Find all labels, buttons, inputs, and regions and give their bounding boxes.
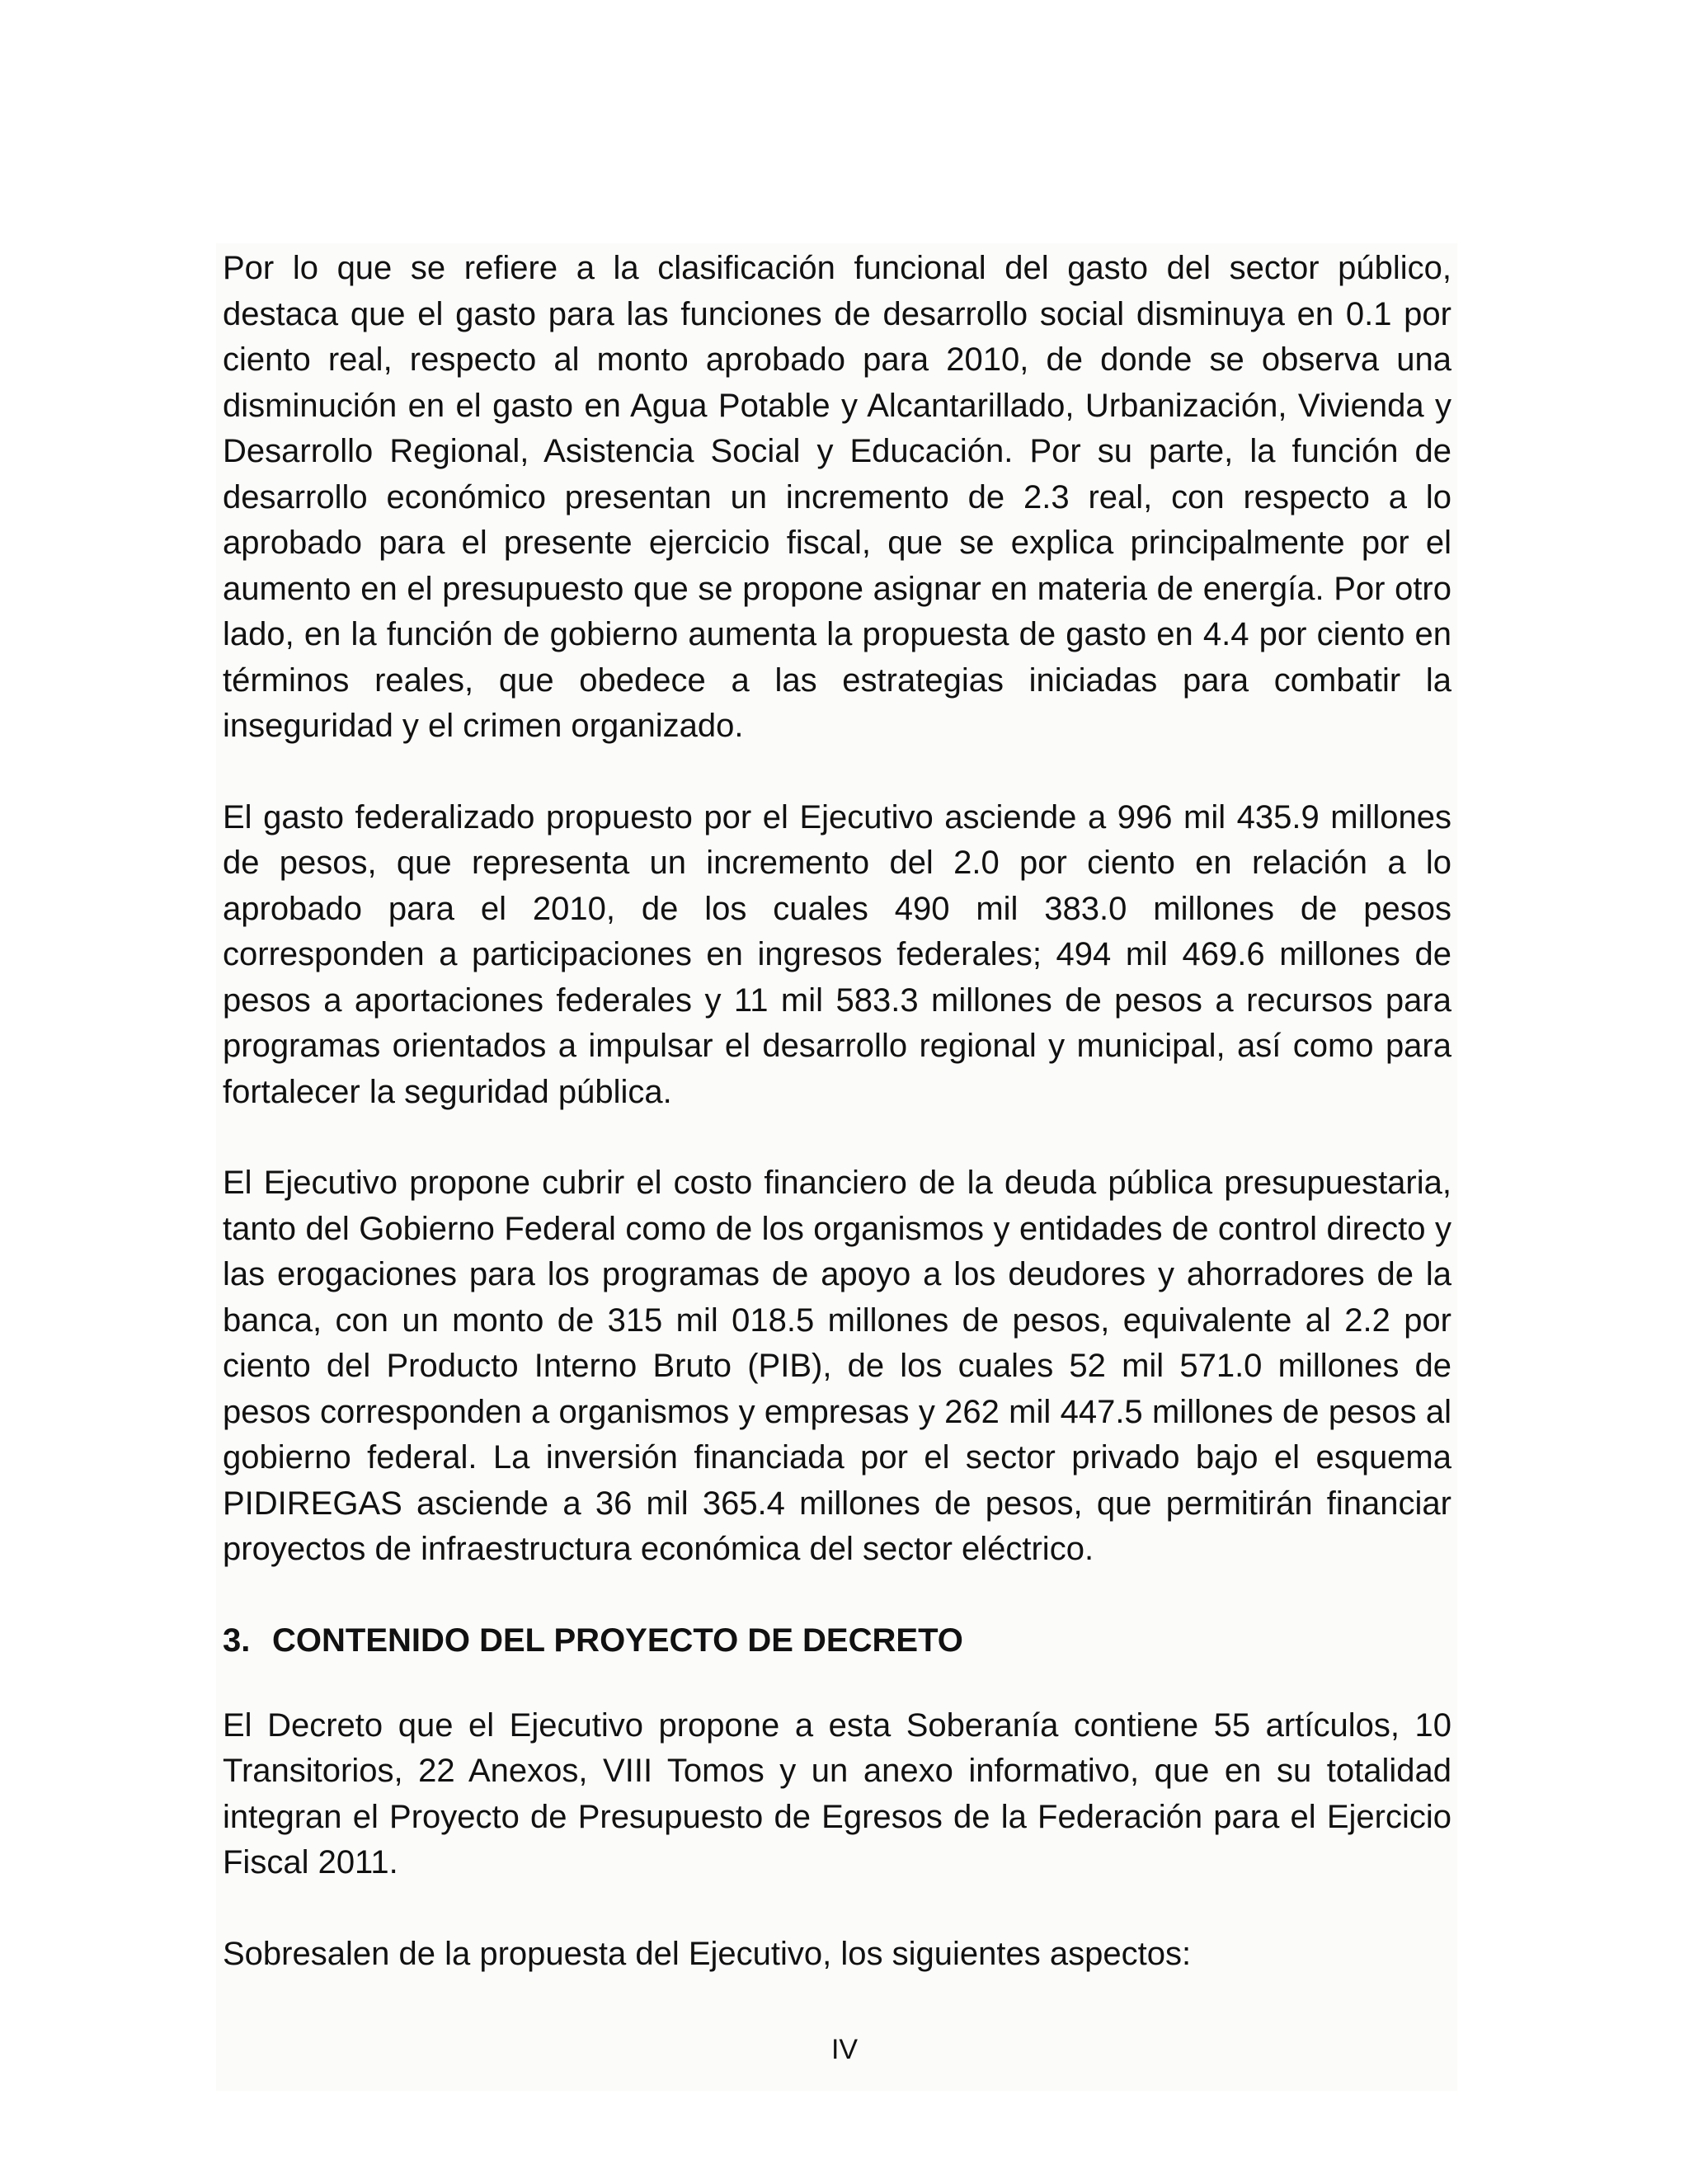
section-title: CONTENIDO DEL PROYECTO DE DECRETO (272, 1622, 963, 1659)
paragraph-decree-contents: El Decreto que el Ejecutivo propone a esta Soberanía contiene 55 artículos, 10 Transitorios, 22 Anexos, VIII Tomos y un anexo informativo, que en su totalidad integran el Proyecto de Presupuesto de Egresos de la Federación para el Ejercicio Fiscal 2011. (223, 1706, 1451, 1880)
page-number: IV (830, 2034, 859, 2065)
paragraph-functional-classification: Por lo que se refiere a la clasificación funcional del gasto del sector público, destaca que el gasto para las funciones de desarrollo social disminuya en 0.1 por ciento real, respecto al monto aprobado para 2010, de donde se observa una disminución en el gasto en Agua Potable y Alcantarillado, Urbanización, Vivienda y Desarrollo Regional, Asistencia Social y Educación. Por su parte, la función de desarrollo económico presentan un incremento de 2.3 real, con respecto a lo aprobado para el presente ejercicio fiscal, que se explica principalmente por el aumento en el presupuesto que se propone asignar en materia de energía. Por otro lado, en la función de gobierno aumenta la propuesta de gasto en 4.4 por ciento en términos reales, que obedece a las estrategias iniciadas para combatir la inseguridad y el crimen organizado. (223, 250, 1451, 744)
paragraph-federalized-spending: El gasto federalizado propuesto por el Ejecutivo asciende a 996 mil 435.9 millones de pesos, que representa un incremento del 2.0 por ciento en relación a lo aprobado para el 2010, de los cuales 490 mil 383.0 millones de pesos corresponden a participaciones en ingresos federales; 494 mil 469.6 millones de pesos a aportaciones federales y 11 mil 583.3 millones de pesos a recursos para programas orientados a impulsar el desarrollo regional y municipal, así como para fortalecer la seguridad pública. (223, 798, 1451, 1110)
section-number: 3. (223, 1622, 251, 1659)
document-body (223, 246, 1451, 1977)
paragraph-public-debt-cost: El Ejecutivo propone cubrir el costo financiero de la deuda pública presupuestaria, tanto del Gobierno Federal como de los organismos y entidades de control directo y las erogaciones para los programas de apoyo a los deudores y ahorradores de la banca, con un monto de 315 mil 018.5 millones de pesos, equivalente al 2.2 por ciento del Producto Interno Bruto (PIB), de los cuales 52 mil 571.0 millones de pesos corresponden a organismos y empresas y 262 mil 447.5 millones de pesos al gobierno federal. La inversión financiada por el sector privado bajo el esquema PIDIREGAS asciende a 36 mil 365.4 millones de pesos, que permitirán financiar proyectos de infraestructura económica del sector eléctrico. (223, 1165, 1451, 1567)
section-heading (223, 1618, 1451, 1664)
paragraph-highlights-intro: Sobresalen de la propuesta del Ejecutivo, los siguientes aspectos: (223, 1935, 1192, 1972)
